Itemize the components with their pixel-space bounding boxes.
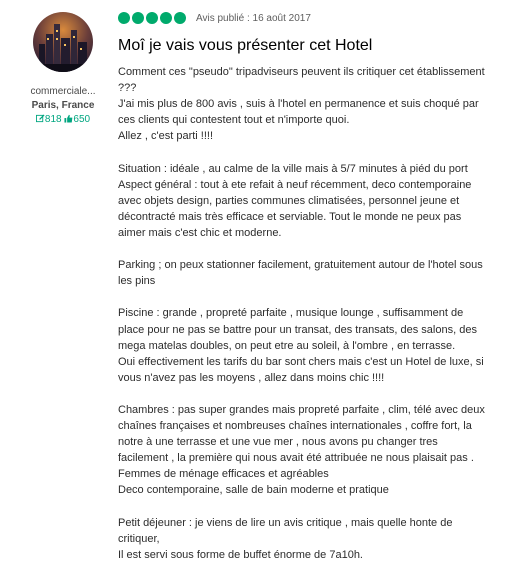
pencil-icon xyxy=(36,114,45,123)
review-title[interactable]: Moî je vais vous présenter cet Hotel xyxy=(118,37,373,54)
rating-bubble xyxy=(174,12,186,24)
rating-bubbles xyxy=(118,12,188,24)
contribution-count: 818 xyxy=(44,114,62,125)
rating-bubble xyxy=(118,12,130,24)
published-date: Avis publié : 16 août 2017 xyxy=(196,12,311,24)
reviewer-info xyxy=(22,12,104,125)
review-body: Comment ces "pseudo" tripadviseurs peuvent ils critiquer cet établissement ??? J'ai mis plus de 800 avis , suis à l'hotel en permanence et suis choqué par ces clients qui contestent tout et n'importe quoi. Allez , c'est parti !!!! Situation : idéale , au calme de la ville mais à 5/7 minutes à piéd du port Aspect général : tout à ete refait à neuf récemment, deco contemporaine avec objets design, parties communes climatisées, personnel jeune et décontracté mais très efficace et serviable. Tout le monde ne peux pas aimer mais c'est chic et moderne. Parking ; on peux stationner facilement, gratuitement autour de l'hotel sous les pins Piscine : grande , propreté parfaite , musique lounge , suffisamment de place pour ne pas se battre pour un transat, des transats, des salons, des mega matelas doubles, on peut etre au soleil, à l'ombre , en terrasse. Oui effectivement les tarifs du bar sont chers mais c'est un Hotel de luxe, si vous n'avez pas les moyens , allez dans moins chic !!!! Chambres : pas super grandes mais propreté parfaite , clim, télé avec deux chaînes françaises et nombreuses chaînes internationales , coffre fort, la notre à une terrasse et une vue mer , nous avons pu changer tres facilement , la première qui nous avait été attribuée ne nous plaisait pas . Femmes de ménage efficaces et agréables Deco contemporaine, salle de bain moderne et pratique Petit déjeuner : je viens de lire un avis critique , mais quelle honte de critiquer, Il est servi sous forme de buffet énorme de 7a10h. xyxy=(118,66,485,561)
review-card xyxy=(118,10,490,563)
rating-bubble xyxy=(160,12,172,24)
avatar[interactable] xyxy=(33,12,93,72)
rating-bubble xyxy=(146,12,158,24)
reviewer-stats xyxy=(22,114,104,125)
reviewer-location: Paris, France xyxy=(31,100,95,111)
rating-bubble xyxy=(132,12,144,24)
helpful-votes-count: 650 xyxy=(73,114,91,125)
review-meta xyxy=(118,10,490,26)
reviewer-name[interactable]: commerciale... xyxy=(30,86,96,97)
